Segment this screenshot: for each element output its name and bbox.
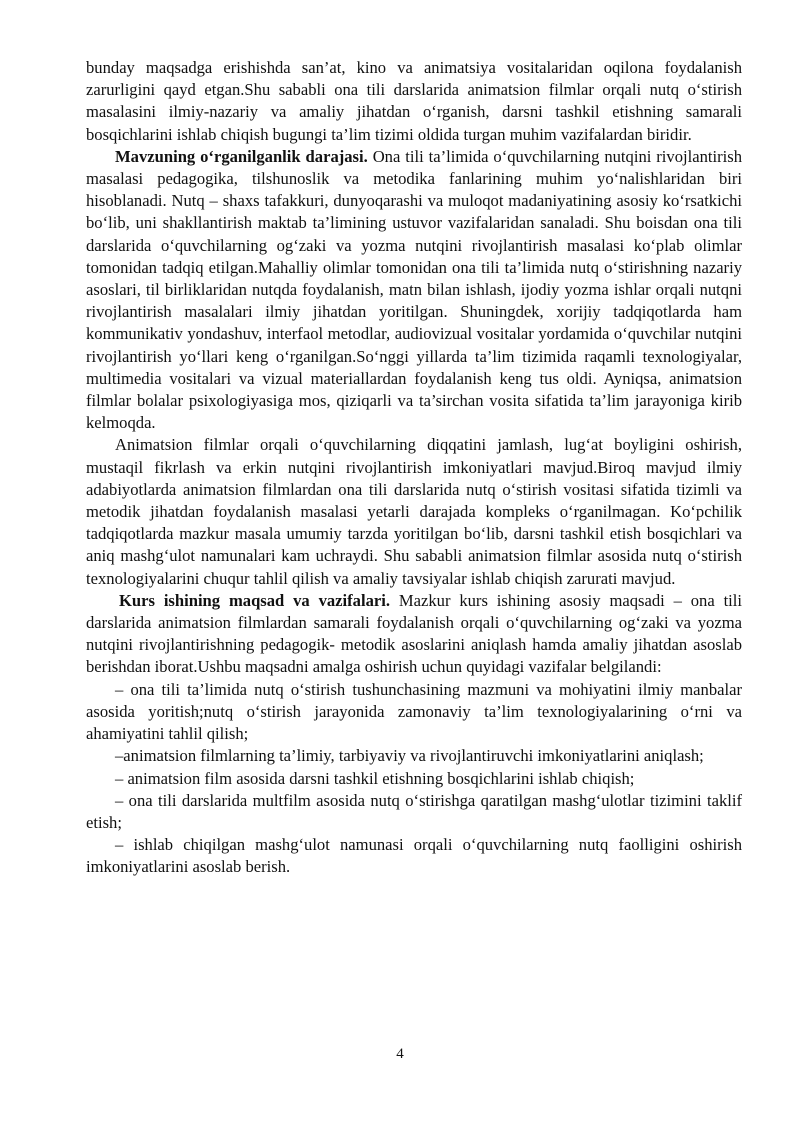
paragraph-continuation [86, 57, 742, 146]
section-heading-research-degree: Mavzuning o‘rganilganlik darajasi. [115, 146, 368, 166]
section-heading-goals: Kurs ishining maqsad va vazifalari. [119, 590, 391, 610]
page-number: 4 [396, 1046, 404, 1062]
task-item [86, 790, 742, 834]
task-item [86, 679, 742, 746]
paragraph-research-degree [86, 146, 742, 435]
paragraph-text: – animatsion film asosida darsni tashkil etishning bosqichlarini ishlab chiqish; [115, 768, 635, 788]
task-item [86, 768, 742, 790]
paragraph-text: –animatsion filmlarning ta’limiy, tarbiyaviy va rivojlantiruvchi imkoniyatlarini aniqlash; [115, 746, 704, 766]
paragraph-text: Mazkur kurs ishining asosiy maqsadi – ona tili darslarida animatsion filmlardan samarali foydalanish orqali o‘quvchilarning og‘zaki va yozma nutqini rivojlantirishning pedagogik- metodik asoslarini aniqlash hamda amaliy jihatdan asoslab berishdan iborat.Ushbu maqsadni amalga oshirish uchun quyidagi vazifalar belgilandi: [86, 590, 743, 677]
paragraph-text: – ishlab chiqilgan mashg‘ulot namunasi orqali o‘quvchilarning nutq faolligini oshirish imkoniyatlarini asoslab berish. [86, 835, 742, 877]
task-item [86, 834, 742, 878]
paragraph-text: – ona tili darslarida multfilm asosida nutq o‘stirishga qaratilgan mashg‘ulotlar tizimini taklif etish; [86, 790, 742, 832]
paragraph-animated-films [86, 434, 742, 589]
paragraph-text: Animatsion filmlar orqali o‘quvchilarning diqqatini jamlash, lug‘at boyligini oshirish, mustaqil fikrlash va erkin nutqini rivojlantirish imkoniyatlari mavjud.Biroq mavjud ilmiy adabiyotlarda animatsion filmlardan ona tili darslarida nutq o‘stirish vositasi sifatida tizimli va metodik jihatdan foydalanish masalasi yetarli darajada kompleks o‘rganilmagan. Ko‘pchilik tadqiqotlarda mazkur masala umumiy tarzda yoritilgan bo‘lib, darsni tashkil etish bosqichlari va aniq mashg‘ulot namunalari kam uchraydi. Shu sababli animatsion filmlar asosida nutq o‘stirish texnologiyalarini chuqur tahlil qilish va amaliy tavsiyalar ishlab chiqish zarurati mavjud. [86, 435, 742, 588]
task-item [86, 745, 742, 767]
paragraph-text: Ona tili ta’limida o‘quvchilarning nutqini rivojlantirish masalasi pedagogika, tilshunoslik va metodika fanlarining muhim yo‘nalishlaridan biri hisoblanadi. Nutq – shaxs tafakkuri, dunyoqarashi va muloqot madaniyatining asosiy ko‘rsatkichi bo‘lib, uni shakllantirish maktab ta’limining ustuvor vazifalaridan sanaladi. Shu boisdan ona tili darslarida o‘quvchilarning og‘zaki va yozma nutqini rivojlantirish masalasi ko‘plab olimlar tomonidan tadqiq etilgan.Mahalliy olimlar tomonidan ona tili ta’limida nutq o‘stirishning nazariy asoslari, til birliklaridan nutqda foydalanish, matn bilan ishlash, ijodiy yozma ishlar orqali nutqni rivojlantirish masalalari ilmiy jihatdan yoritilgan. Shuningdek, xorijiy tadqiqotlarda ham kommunikativ yondashuv, interfaol metodlar, audiovizual vositalar yordamida o‘quvchilar nutqini rivojlantirish yo‘llari keng o‘rganilgan.So‘nggi yillarda ta’lim tizimida raqamli texnologiyalar, multimedia vositalari va vizual materiallardan foydalanish keng tus oldi. Ayniqsa, animatsion filmlar bolalar psixologiyasiga mos, qiziqarli va ta’sirchan vosita sifatida ta’lim jarayoniga kirib kelmoqda. [86, 146, 742, 433]
document-page [86, 57, 742, 879]
paragraph-text: bunday maqsadga erishishda san’at, kino va animatsiya vositalaridan oqilona foydalanish zarurligini qayd etgan.Shu sababli ona tili darslarida animatsion filmlar orqali nutq o‘stirish masalasini ilmiy-nazariy va amaliy jihatdan o‘rganish, darsni tashkil etishning samarali bosqichlarini ishlab chiqish bugungi ta’lim tizimi oldida turgan muhim vazifalardan biridir. [86, 58, 742, 144]
paragraph-goals [86, 590, 742, 679]
paragraph-text: – ona tili ta’limida nutq o‘stirish tushunchasining mazmuni va mohiyatini ilmiy manbalar asosida yoritish;nutq o‘stirish jarayonida zamonaviy ta’lim texnologiyalarining o‘rni va ahamiyatini tahlil qilish; [86, 679, 742, 744]
